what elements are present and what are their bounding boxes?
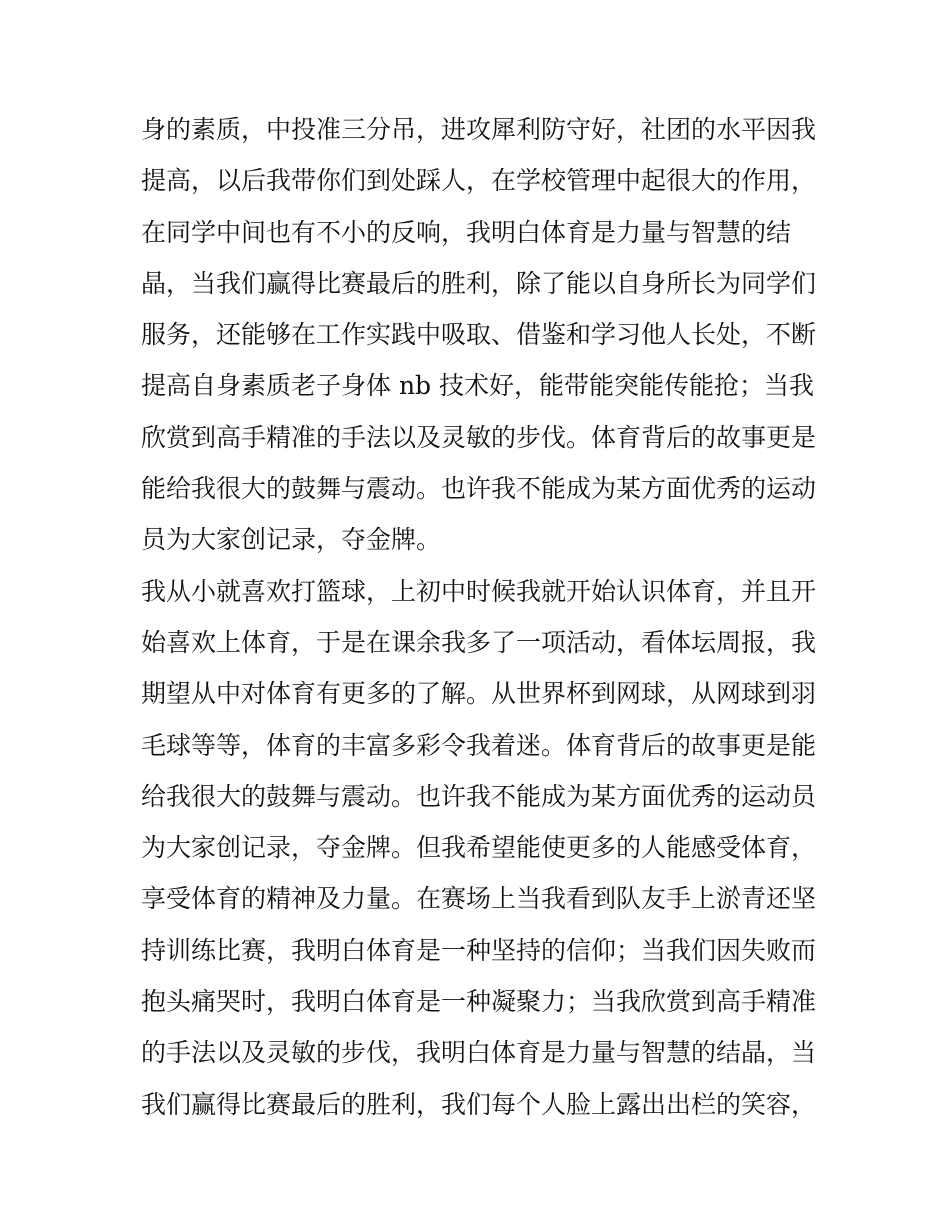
text-line: 服务，还能够在工作实践中吸取、借鉴和学习他人长处，不断: [141, 320, 817, 350]
text-line: 的手法以及灵敏的步伐，我明白体育是力量与智慧的结晶，当: [141, 1038, 817, 1068]
text-line: 享受体育的精神及力量。在赛场上当我看到队友手上淤青还坚: [141, 884, 817, 914]
text-line: 毛球等等，体育的丰富多彩令我着迷。体育背后的故事更是能: [141, 730, 817, 760]
text-line: 我们赢得比赛最后的胜利，我们每个人脸上露出出栏的笑容，: [141, 1089, 817, 1119]
text-line: 身的素质，中投准三分吊，进攻犀利防守好，社团的水平因我: [141, 115, 817, 144]
text-line: 提高，以后我带你们到处踩人，在学校管理中起很大的作用，: [141, 166, 817, 196]
text-line: 欣赏到高手精准的手法以及灵敏的步伐。体育背后的故事更是: [141, 422, 817, 452]
text-line: 抱头痛哭时，我明白体育是一种凝聚力；当我欣赏到高手精准: [141, 987, 817, 1017]
text-line: 始喜欢上体育，于是在课余我多了一项活动，看体坛周报，我: [141, 627, 817, 657]
text-line: 我从小就喜欢打篮球，上初中时候我就开始认识体育，并且开: [141, 576, 817, 606]
text-line: 期望从中对体育有更多的了解。从世界杯到网球，从网球到羽: [141, 679, 817, 709]
text-line: 晶，当我们赢得比赛最后的胜利，除了能以自身所长为同学们: [141, 268, 817, 298]
text-line: 能给我很大的鼓舞与震动。也许我不能成为某方面优秀的运动: [141, 474, 817, 504]
text-line: 在同学中间也有不小的反响，我明白体育是力量与智慧的结: [141, 217, 792, 247]
text-line: 持训练比赛，我明白体育是一种坚持的信仰；当我们因失败而: [141, 935, 817, 965]
text-line: 给我很大的鼓舞与震动。也许我不能成为某方面优秀的运动员: [141, 781, 817, 811]
text-line: 为大家创记录，夺金牌。但我希望能使更多的人能感受体育，: [141, 833, 817, 863]
body-text: [141, 104, 816, 1130]
text-line: 提高自身素质老子身体 nb 技术好，能带能突能传能抢；当我: [141, 371, 815, 401]
text-line: 员为大家创记录，夺金牌。: [141, 525, 442, 555]
